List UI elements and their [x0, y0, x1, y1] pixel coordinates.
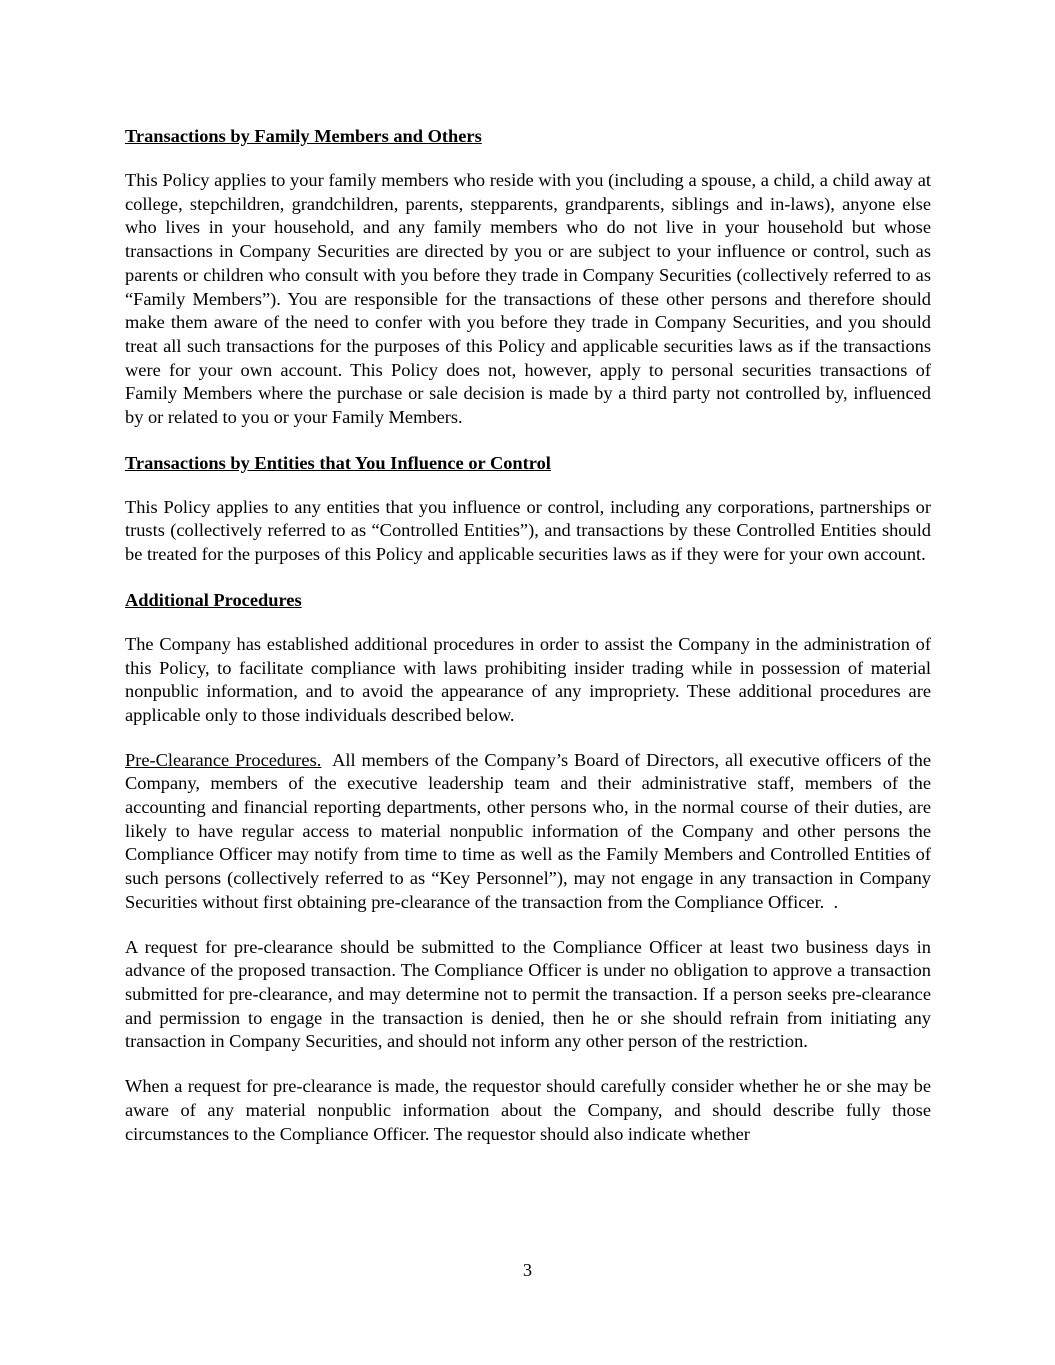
preclearance-text: All members of the Company’s Board of Directors, all executive officers of the Company, members of the executive leadership team and their administrative staff, members of the accounting and financial reporting departments, other persons who, in the normal course of their duties, are likely to have regular access to material nonpublic information of the Company and other persons the Compliance Officer may notify from time to time as well as the Family Members and Controlled Entities of such persons (collectively referred to as “Key Personnel”), may not engage in any transaction in Company Securities without first obtaining pre-clearance of the transaction from the Compliance Officer. .	[125, 749, 936, 912]
preclearance-lead-in: Pre-Clearance Procedures.	[125, 749, 322, 770]
page-number: 3	[522, 1260, 533, 1280]
section-heading-family-members: Transactions by Family Members and Others	[125, 126, 482, 146]
section-heading-controlled-entities: Transactions by Entities that You Influence or Control	[125, 452, 551, 473]
paragraph-preclearance-request: A request for pre-clearance should be submitted to the Compliance Officer at least two business days in advance of the proposed transaction. The Compliance Officer is under no obligation to approve a transaction submitted for pre-clearance, and may determine not to permit the transaction. If a person seeks pre-clearance and permission to engage in the transaction is denied, then he or she should refrain from initiating any transaction in Company Securities, and should not inform any other person of the restriction.	[125, 936, 931, 1052]
paragraph-additional-procedures: The Company has established additional procedures in order to assist the Company in the administration of this Policy, to facilitate compliance with laws prohibiting insider trading while in possession of material nonpublic information, and to avoid the appearance of any impropriety. These additional procedures are applicable only to those individuals described below.	[125, 633, 931, 725]
section-heading-additional-procedures: Additional Procedures	[125, 589, 302, 610]
paragraph-family-members: This Policy applies to your family members who reside with you (including a spouse, a child, a child away at college, stepchildren, grandchildren, parents, stepparents, grandparents, siblings and in-laws), anyone else who lives in your household, and any family members who do not live in your household but whose transactions in Company Securities are directed by you or are subject to your influence or control, such as parents or children who consult with you before they trade in Company Securities (collectively referred to as “Family Members”). You are responsible for the transactions of these other persons and therefore should make them aware of the need to confer with you before they trade in Company Securities, and you should treat all such transactions for the purposes of this Policy and applicable securities laws as if the transactions were for your own account. This Policy does not, however, apply to personal securities transactions of Family Members where the purchase or sale decision is made by a third party not controlled by, influenced by or related to you or your Family Members.	[125, 170, 931, 428]
paragraph-preclearance-procedures	[125, 749, 936, 915]
paragraph-controlled-entities: This Policy applies to any entities that you influence or control, including any corporations, partnerships or trusts (collectively referred to as “Controlled Entities”), and transactions by these Controlled Entities should be treated for the purposes of this Policy and applicable securities laws as if they were for your own account.	[125, 496, 931, 565]
document-page	[125, 124, 936, 1146]
paragraph-preclearance-requestor: When a request for pre-clearance is made, the requestor should carefully consider whether he or she may be aware of any material nonpublic information about the Company, and should describe fully those circumstances to the Compliance Officer. The requestor should also indicate whether	[125, 1076, 931, 1144]
